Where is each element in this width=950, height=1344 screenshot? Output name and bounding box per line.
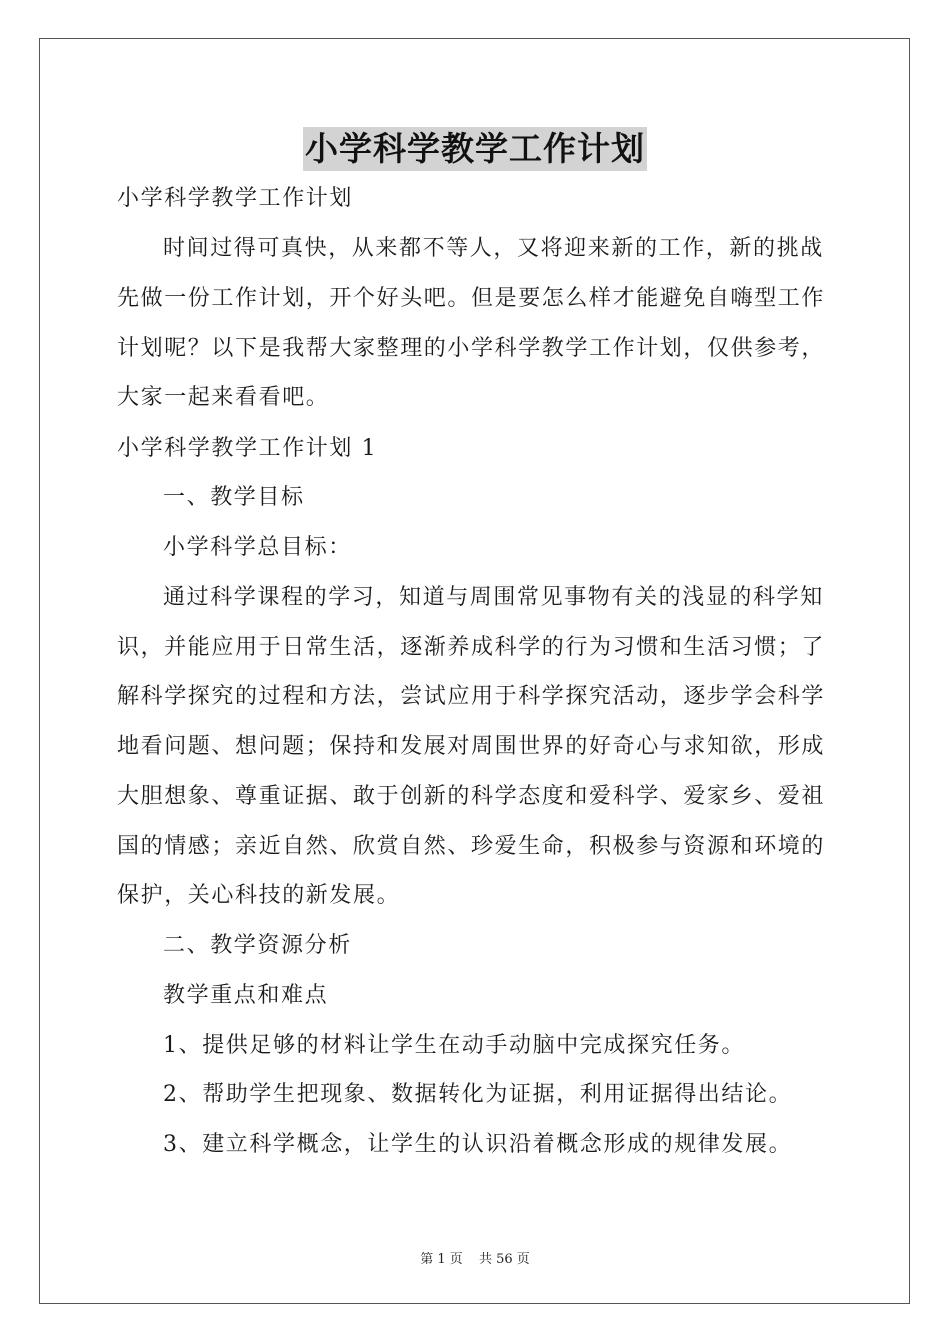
paragraph-line: 大胆想象、尊重证据、敢于创新的科学态度和爱科学、爱家乡、爱祖 xyxy=(117,784,826,809)
paragraph-line: 保护，关心科技的新发展。 xyxy=(117,883,401,908)
paragraph-line: 大家一起来看看吧。 xyxy=(117,385,330,410)
paragraph-line: 先做一份工作计划，开个好头吧。但是要怎么样才能避免自嗨型工作 xyxy=(117,286,826,311)
paragraph-line: 地看问题、想问题；保持和发展对周围世界的好奇心与求知欲，形成 xyxy=(117,734,826,759)
subsection-heading: 一、教学目标 xyxy=(163,485,305,510)
list-item: 3、建立科学概念，让学生的认识沿着概念形成的规律发展。 xyxy=(163,1132,793,1157)
paragraph-line: 时间过得可真快，从来都不等人，又将迎来新的工作，新的挑战 xyxy=(163,236,824,261)
paragraph-line: 小学科学总目标： xyxy=(163,535,352,560)
paragraph-line: 识，并能应用于日常生活，逐渐养成科学的行为习惯和生活习惯；了 xyxy=(117,635,826,660)
paragraph-line: 通过科学课程的学习，知道与周围常见事物有关的浅显的科学知 xyxy=(163,585,824,610)
subsection-heading: 二、教学资源分析 xyxy=(163,933,352,958)
list-item: 2、帮助学生把现象、数据转化为证据，利用证据得出结论。 xyxy=(163,1082,793,1107)
paragraph-line: 国的情感；亲近自然、欣赏自然、珍爱生命，积极参与资源和环境的 xyxy=(117,834,826,859)
section-heading: 小学科学教学工作计划 1 xyxy=(117,436,378,461)
page-footer xyxy=(0,1248,950,1267)
page-border xyxy=(39,38,910,1304)
title-wrap xyxy=(0,127,950,171)
document-title: 小学科学教学工作计划 xyxy=(303,127,647,171)
subtitle-line: 小学科学教学工作计划 xyxy=(117,186,354,211)
page-number: 第 1 页 xyxy=(420,1252,463,1267)
total-pages: 共 56 页 xyxy=(478,1252,530,1267)
list-item: 1、提供足够的材料让学生在动手动脑中完成探究任务。 xyxy=(163,1033,745,1058)
paragraph-line: 教学重点和难点 xyxy=(163,983,329,1008)
paragraph-line: 解科学探究的过程和方法，尝试应用于科学探究活动，逐步学会科学 xyxy=(117,684,826,709)
paragraph-line: 计划呢？以下是我帮大家整理的小学科学教学工作计划，仅供参考， xyxy=(117,336,826,361)
